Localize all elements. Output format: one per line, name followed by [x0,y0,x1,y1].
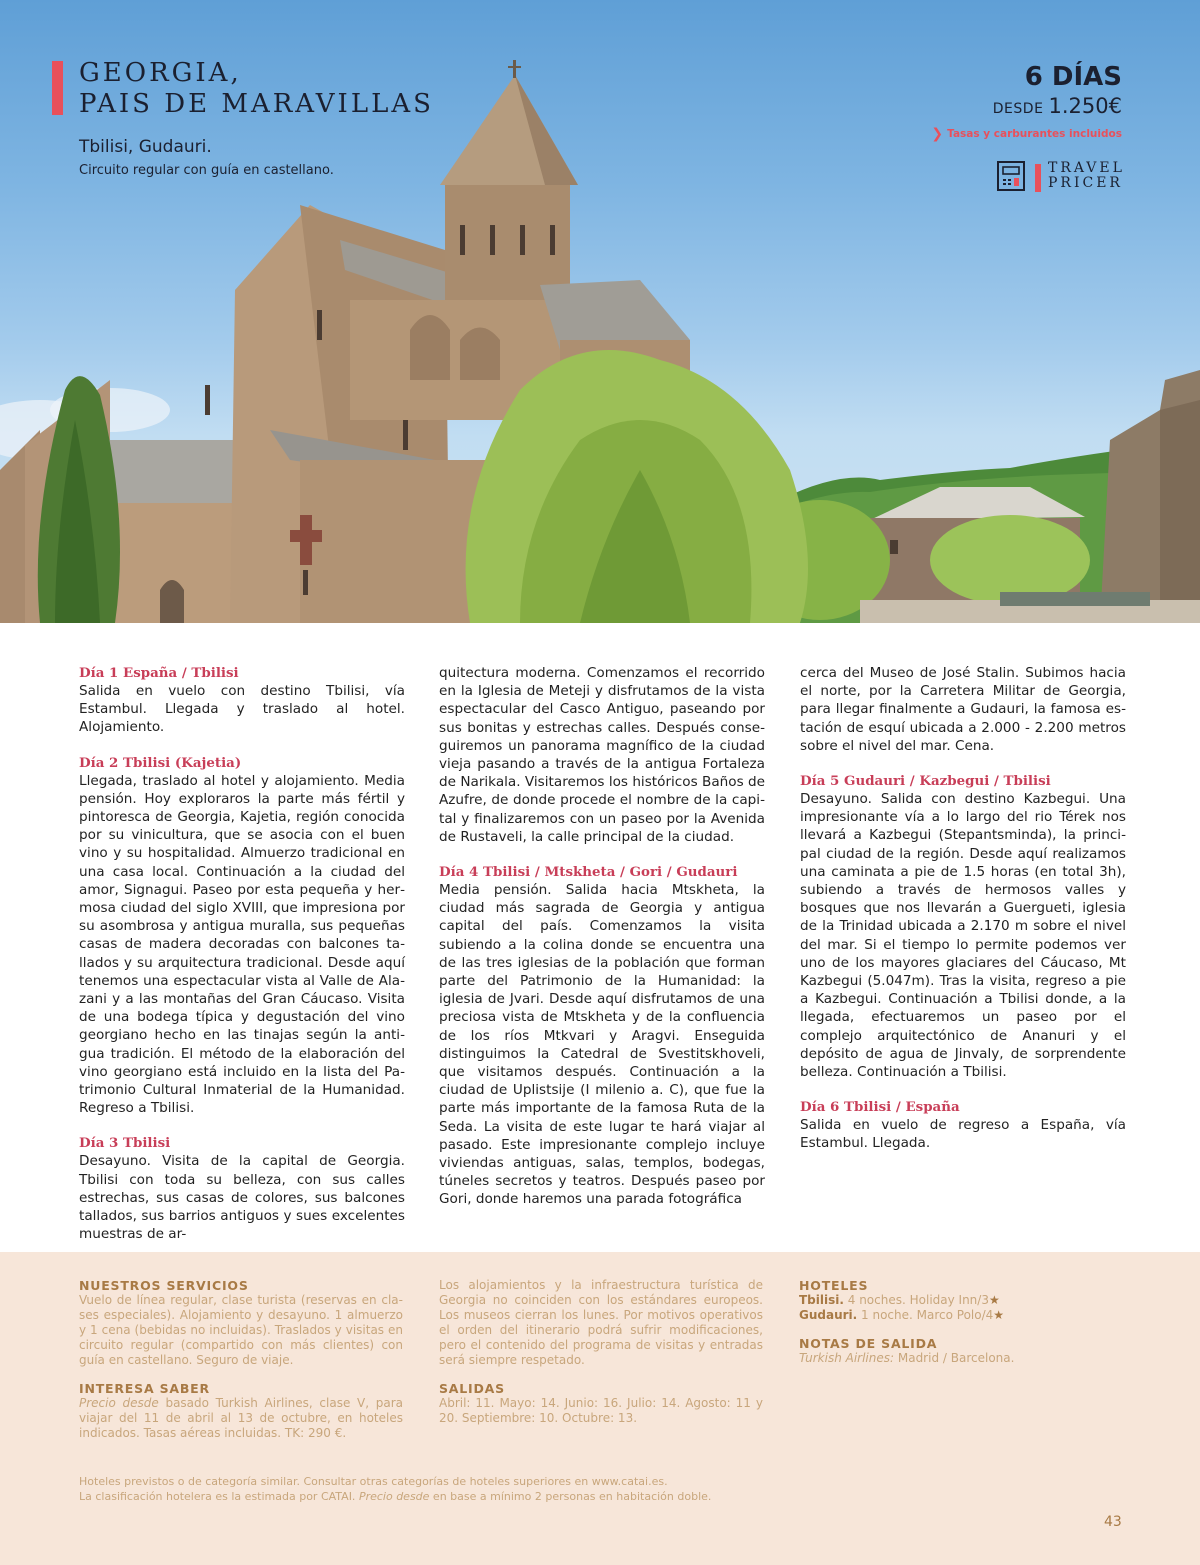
notes-section [439,1278,763,1368]
itinerary-day-4-continued [800,664,1126,755]
travel-pricer-label [1048,161,1125,191]
hotel-item [799,1308,1123,1323]
price-block [993,62,1122,118]
footer-text: La clasificación hotelera es la estimada por CATAI. [79,1490,359,1503]
day-text: Llegada, traslado al hotel y alojamiento. Media pensión. Hoy exploraros la parte más fértil y pintoresca de Georgia, Kajetia, región conocida por su vinicultura, que se asocia con el buen vino y su hospitalidad. Almuerzo tradicional en una casa local. Continuación a la ciudad del amor, Signagui. Paseo por esta pequeña y hermosa ciudad del siglo XVIII, que impresiona por su asombrosa y antigua muralla, sus pequeñas casas de madera decoradas con balcones tallados y su arquitectura tradicional. Desde aquí tenemos una espectacular vista al Valle de Alazani y a las montañas del Gran Cáucaso. Visita de una bodega típica y degustación del vino georgiano hecho en las tinajas según la antigua tradición. El método de la elaboración del vino georgiano está incluido en la lista del Patrimonio Cultural Inmaterial de la Humanidad. Regreso a Tbilisi. [79,772,405,1117]
italic-lead: Precio desde [79,1396,159,1410]
travel-pricer-accent-bar [1035,164,1041,192]
itinerary-day-1 [79,664,405,737]
day-text: Desayuno. Salida con destino Kazbegui. Una impresionante vía a lo largo del rio Térek nos llevará a Kazbegui (Stepantsminda), la principal ciudad de la región. Desde aquí realizamos una caminata a pie de 1.5 horas (en total 3h), subiendo a través de hermosos valles y bosques que nos llevarán a Guergueti, iglesia de la Trinidad ubicada a 2.170 m sobre el nivel del mar. Si el tiempo lo permite podemos ver uno de los mayores glaciares del Cáucaso, Mt Kazbegui (5.047m). Tras la visita, regreso a pie a Kazbegui. Continuación a Tbilisi donde, a la llegada, efectuaremos un paseo por el complejo arquitectónico de Ananuri y el depósito de agua de Jinvaly, de sorprendente belleza. Continuación a Tbilisi. [800,791,1126,1081]
travel-pricer-badge[interactable] [995,160,1125,196]
travel-pricer-line-2: PRICER [1048,175,1123,191]
price-prefix: DESDE [992,101,1044,117]
info-column-1 [79,1278,403,1454]
star-icon: ★ [993,1308,1005,1322]
duration: 6 DÍAS [1024,62,1122,92]
section-heading: INTERESA SABER [79,1381,210,1396]
calculator-icon [995,160,1027,192]
hotel-city: Tbilisi. [799,1293,844,1307]
taxes-note-text: Tasas y carburantes incluidos [947,128,1122,140]
section-text [79,1396,403,1441]
itinerary-day-5 [800,772,1126,1081]
section-heading: NOTAS DE SALIDA [799,1336,938,1351]
tour-type: Circuito regular con guía en castellano. [79,163,334,178]
itinerary-column-3 [800,664,1126,1170]
services-section [79,1278,403,1368]
info-column-2 [439,1278,763,1439]
section-text: Abril: 11. Mayo: 14. Junio: 16. Julio: 14. Agosto: 11 y 20. Septiembre: 10. Octubre: 13. [439,1396,763,1425]
day-text: Salida en vuelo con destino Tbilisi, vía Estambul. Llegada y traslado al hotel. Alojamiento. [79,683,405,736]
day-heading: Día 2 Tbilisi (Kajetia) [79,754,242,771]
itinerary-day-3 [79,1134,405,1243]
italic-lead: Turkish Airlines: [799,1351,895,1365]
section-text-body: Madrid / Barcelona. [894,1351,1015,1365]
price-row [993,94,1122,118]
footer-line-1: Hoteles previstos o de categoría similar. Consultar otras categorías de hoteles superiores en www.catai.es. [79,1475,668,1488]
chevron-right-icon: ❯ [931,126,944,142]
title-accent-bar [52,61,63,115]
section-heading: SALIDAS [439,1381,505,1396]
section-heading: NUESTROS SERVICIOS [79,1278,249,1293]
info-panel [0,1252,1200,1565]
salidas-section [439,1381,763,1426]
itinerary-day-4 [439,863,765,1209]
section-text-body: basado Turkish Airlines, clase V, para viajar del 11 de abril al 13 de octubre, en hoteles indicados. Tasas aéreas incluidas. TK: 290 €. [79,1396,403,1440]
interesa-saber-section [79,1381,403,1441]
itinerary-column-2 [439,664,765,1226]
day-heading: Día 6 Tbilisi / España [800,1099,960,1116]
notas-salida-section [799,1336,1123,1366]
price: 1.250€ [1048,94,1122,118]
page-number: 43 [1104,1514,1122,1530]
itinerary-day-2 [79,754,405,1118]
title-line-1: GEORGIA, [79,58,242,88]
day-text: cerca del Museo de José Stalin. Subimos hacia el norte, por la Carretera Militar de Georgia, para llegar finalmente a Gudauri, la famosa estación de esquí ubicada a 2.000 - 2.200 metros sobre el nivel del mar. Cena. [800,665,1126,754]
section-heading: HOTELES [799,1278,869,1293]
footer-text: en base a mínimo 2 personas en habitación doble. [429,1490,712,1503]
hoteles-section [799,1278,1123,1323]
itinerary-column-1 [79,664,405,1260]
hotel-item [799,1293,1123,1308]
day-heading: Día 1 España / Tbilisi [79,665,239,681]
page-title [79,58,434,120]
taxes-note [931,125,1122,141]
hotel-detail: 4 noches. Holiday Inn/3 [843,1293,989,1307]
hero-photo [0,0,1200,623]
info-column-3 [799,1278,1123,1379]
day-text: quitectura moderna. Comenzamos el recorrido en la Iglesia de Meteji y disfrutamos de la vista espectacular del Casco Antiguo, paseando por sus bonitas y estrechas calles. Después conseguiremos un panorama magnífico de la ciudad vieja pasando a través de la antigua Fortaleza de Narikala. Visitaremos los históricos Baños de Azufre, de donde procede el nombre de la capital y finalizaremos con un paseo por la Avenida de Rustaveli, la calle principal de la ciudad. [439,665,765,845]
hotel-city: Gudauri. [799,1308,858,1322]
day-heading: Día 3 Tbilisi [79,1135,171,1152]
section-text [799,1351,1123,1366]
travel-pricer-line-1: TRAVEL [1048,160,1125,176]
section-text: Los alojamientos y la infraestructura turística de Georgia no coinciden con los estándares europeos. Los museos cierran los lunes. Por motivos operativos el orden del itinerario podrá sufrir modificaciones, pero el contenido del programa de visitas y entradas será siempre respetado. [439,1278,763,1367]
day-heading: Día 5 Gudauri / Kazbegui / Tbilisi [800,773,1051,790]
star-icon: ★ [988,1293,1000,1307]
footer-line-2 [79,1489,711,1504]
itinerary-day-3-continued [439,664,765,846]
footer-italic: Precio desde [358,1490,430,1503]
hotel-detail: 1 noche. Marco Polo/4 [857,1308,994,1322]
day-heading: Día 4 Tbilisi / Mtskheta / Gori / Gudauri [439,864,738,881]
day-text: Salida en vuelo de regreso a España, vía Estambul. Llegada. [800,1117,1126,1152]
day-text: Media pensión. Salida hacia Mtskheta, la ciudad más sagrada de Georgia y antigua capital del país. Comenzamos la visita subiendo a la colina donde se encuentra una de las tres iglesias de la población que forman parte del Patrimonio de la Humanidad: la iglesia de Jvari. Desde aquí disfrutamos de una preciosa vista de Mtskheta y de la confluencia de los ríos Mtkvari y Aragvi. Enseguida distinguimos la Catedral de Svestitskhoveli, que visitamos después. Continuación a la ciudad de Uplistsije (I milenio a. C), que fue la parte más importante de la famosa Ruta de la Seda. La visita de este lugar te hará viajar al pasado. Este impresionante complejo incluye viviendas antiguas, salas, templos, bodegas, túneles secretos y teatros. Después paseo por Gori, donde haremos una parada fotográfica [439,882,765,1208]
section-text: Vuelo de línea regular, clase turista (reservas en clases especiales). Alojamiento y desayuno. 1 almuerzo y 1 cena (bebidas no incluidas). Traslados y visitas en circuito regular (compartido con más clientes) con guía en castellano. Seguro de viaje. [79,1293,403,1367]
title-line-2: PAIS DE MARAVILLAS [79,89,434,119]
itinerary-day-6 [800,1098,1126,1152]
day-text: Desayuno. Visita de la capital de Georgia. Tbilisi con toda su belleza, con sus calles estrechas, sus casas de colores, sus balcones tallados, sus barrios antiguos y sues excelentes muestras de ar- [79,1153,405,1243]
destinations: Tbilisi, Gudauri. [79,137,212,157]
footer-note [79,1474,711,1504]
